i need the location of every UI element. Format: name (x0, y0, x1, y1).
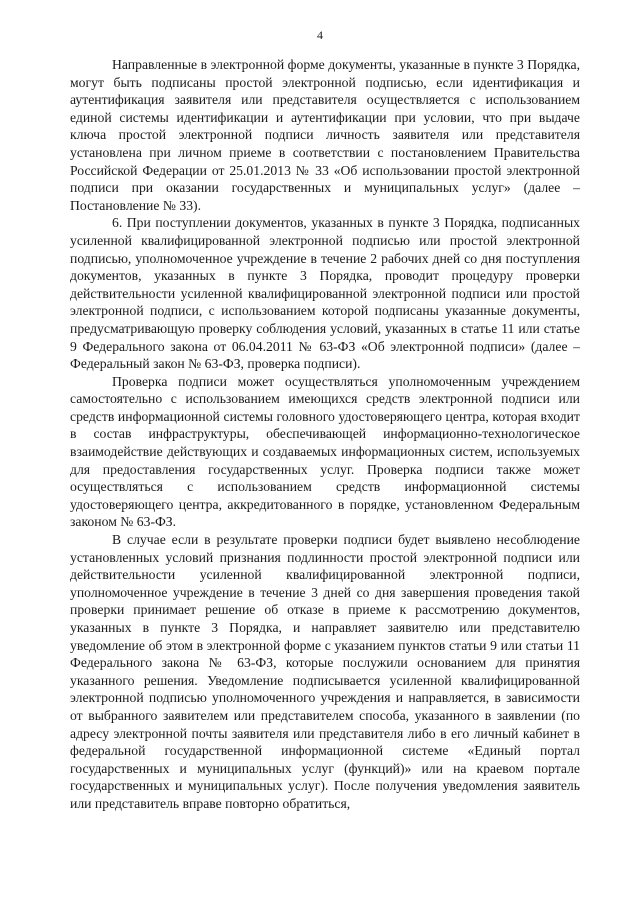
paragraph-signature-check: Проверка подписи может осуществляться уполномоченным учреждением самостоятельно с использованием имеющихся средств электронной подписи или средств информационной системы головного удостоверяющего центра, которая входит в состав инфраструктуры, обеспечивающей информационно-технологическое взаимодействие действующих и создаваемых информационных систем, используемых для предоставления государственных услуг. Проверка подписи также может осуществляться с использованием средств информационной системы удостоверяющего центра, аккредитованного в порядке, установленном Федеральным законом № 63-ФЗ. (70, 373, 580, 530)
document-body (70, 56, 580, 813)
paragraph-item-6: 6. При поступлении документов, указанных в пункте 3 Порядка, подписанных усиленной квалифицированной электронной подписью или простой электронной подписью, уполномоченное учреждение в течение 2 рабочих дней со дня поступления документов, указанных в пункте 3 Порядка, проводит процедуру проверки действительности усиленной квалифицированной электронной подписи или простой электронной подписи, с использованием которой подписаны указанные документы, предусматривающую проверку соблюдения условий, указанных в статье 11 или статье 9 Федерального закона от 06.04.2011 № 63-ФЗ «Об электронной подписи» (далее – Федеральный закон № 63-ФЗ, проверка подписи). (70, 215, 580, 372)
paragraph-refusal: В случае если в результате проверки подписи будет выявлено несоблюдение установленных условий признания подлинности простой электронной подписи или действительности усиленной квалифицированной электронной подписи, уполномоченное учреждение в течение 3 дней со дня завершения проведения такой проверки принимает решение об отказе в приеме к рассмотрению документов, указанных в пункте 3 Порядка, и направляет заявителю или представителю уведомление об этом в электронной форме с указанием пунктов статьи 9 или статьи 11 Федерального закона № 63-ФЗ, которые послужили основанием для принятия указанного решения. Уведомление подписывается усиленной квалифицированной электронной подписью уполномоченного учреждения и направляется, в зависимости от выбранного заявителем или представителем способа, указанного в заявлении (по адресу электронной почты заявителя или представителя либо в его личный кабинет в федеральной государственной информационной системе «Единый портал государственных и муниципальных услуг (функций)» или на краевом портале государственных и муниципальных услуг). После получения уведомления заявитель или представитель вправе повторно обратиться, (70, 532, 580, 811)
page-number: 4 (317, 28, 323, 42)
paragraph-signature-simple: Направленные в электронной форме документы, указанные в пункте 3 Порядка, могут быть подписаны простой электронной подписью, если идентификация и аутентификация заявителя или представителя осуществляется с использованием единой системы идентификации и аутентификации при условии, что при выдаче ключа простой электронной подписи личность заявителя или представителя установлена при личном приеме в соответствии с постановлением Правительства Российской Федерации от 25.01.2013 № 33 «Об использовании простой электронной подписи при оказании государственных и муниципальных услуг» (далее – Постановление № 33). (70, 57, 580, 213)
